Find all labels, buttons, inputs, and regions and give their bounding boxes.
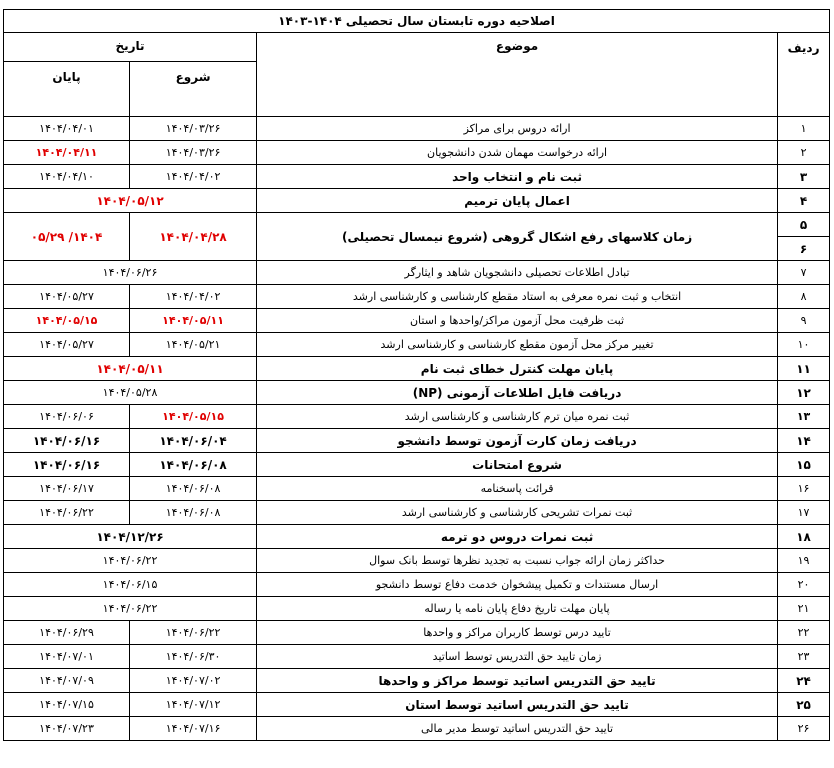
row-number: ۱۴ [778, 429, 830, 453]
row-number: ۱۹ [778, 549, 830, 573]
row-number: ۱۶ [778, 477, 830, 501]
row-date: ۱۴۰۴/۰۶/۲۲ [4, 549, 257, 573]
row-date: ۱۴۰۴/۰۵/۲۸ [4, 381, 257, 405]
table-row [4, 165, 830, 189]
table-row [4, 309, 830, 333]
header-row [4, 33, 830, 62]
row-end-date: ۱۴۰۴/۰۵/۲۷ [4, 333, 130, 357]
row-date: ۱۴۰۴/۰۵/۱۲ [4, 189, 257, 213]
table-title: اصلاحیه دوره تابستان سال تحصیلی ۱۴۰۴-۱۴۰۳ [4, 10, 830, 33]
row-start-date: ۱۴۰۴/۰۵/۱۱ [130, 309, 257, 333]
row-start-date: ۱۴۰۴/۰۴/۲۸ [130, 213, 257, 261]
row-start-date: ۱۴۰۴/۰۵/۱۵ [130, 405, 257, 429]
row-start-date: ۱۴۰۴/۰۳/۲۶ [130, 117, 257, 141]
row-start-date: ۱۴۰۴/۰۶/۳۰ [130, 645, 257, 669]
table-row [4, 549, 830, 573]
row-number: ۶ [778, 237, 830, 261]
row-topic: پایان مهلت کنترل خطای ثبت نام [257, 357, 778, 381]
table-row [4, 453, 830, 477]
row-number: ۳ [778, 165, 830, 189]
row-number: ۲۴ [778, 669, 830, 693]
row-start-date: ۱۴۰۴/۰۵/۲۱ [130, 333, 257, 357]
row-number: ۱ [778, 117, 830, 141]
table-row [4, 357, 830, 381]
row-start-date: ۱۴۰۴/۰۶/۰۸ [130, 477, 257, 501]
row-end-date: ۱۴۰۴/۰۷/۰۱ [4, 645, 130, 669]
row-number: ۱۳ [778, 405, 830, 429]
row-topic: ثبت نمرات دروس دو ترمه [257, 525, 778, 549]
row-topic: تایید درس توسط کاربران مراکز و واحدها [257, 621, 778, 645]
row-end-date: ۱۴۰۴/۰۶/۰۶ [4, 405, 130, 429]
row-start-date: ۱۴۰۴/۰۳/۲۶ [130, 141, 257, 165]
row-topic: انتخاب و ثبت نمره معرفی به استاد مقطع کارشناسی و کارشناسی ارشد [257, 285, 778, 309]
row-number: ۱۱ [778, 357, 830, 381]
row-end-date: ۱۴۰۴/۰۵/۲۷ [4, 285, 130, 309]
row-start-date: ۱۴۰۴/۰۶/۰۴ [130, 429, 257, 453]
row-date: ۱۴۰۴/۱۲/۲۶ [4, 525, 257, 549]
row-topic: تایید حق التدریس اساتید توسط مراکز و واحدها [257, 669, 778, 693]
row-topic: حداکثر زمان ارائه جواب نسبت به تجدید نظرها توسط بانک سوال [257, 549, 778, 573]
table-row [4, 117, 830, 141]
table-row [4, 717, 830, 741]
row-topic: زمان تایید حق التدریس توسط اساتید [257, 645, 778, 669]
row-topic: ثبت نمره میان ترم کارشناسی و کارشناسی ارشد [257, 405, 778, 429]
row-topic: ارائه درخواست مهمان شدن دانشجویان [257, 141, 778, 165]
table-row [4, 645, 830, 669]
row-number: ۱۲ [778, 381, 830, 405]
row-topic: ارائه دروس برای مراکز [257, 117, 778, 141]
row-number: ۴ [778, 189, 830, 213]
table-row [4, 285, 830, 309]
row-topic: ثبت نام و انتخاب واحد [257, 165, 778, 189]
row-number: ۱۰ [778, 333, 830, 357]
row-topic: ثبت نمرات تشریحی کارشناسی و کارشناسی ارشد [257, 501, 778, 525]
row-start-date: ۱۴۰۴/۰۴/۰۲ [130, 165, 257, 189]
academic-calendar-table [3, 9, 830, 741]
table-row [4, 213, 830, 237]
row-end-date: ۱۴۰۴/۰۵/۱۵ [4, 309, 130, 333]
table-row [4, 429, 830, 453]
row-topic: ارسال مستندات و تکمیل پیشخوان خدمت دفاع توسط دانشجو [257, 573, 778, 597]
row-end-date: ۱۴۰۴/۰۶/۲۹ [4, 621, 130, 645]
row-end-date: ۱۴۰۴/۰۶/۱۶ [4, 453, 130, 477]
table-row [4, 189, 830, 213]
row-end-date: ۱۴۰۴/۰۴/۰۱ [4, 117, 130, 141]
row-start-date: ۱۴۰۴/۰۷/۰۲ [130, 669, 257, 693]
row-number: ۸ [778, 285, 830, 309]
table-row [4, 261, 830, 285]
row-topic: شروع امتحانات [257, 453, 778, 477]
end-header: پایان [4, 62, 130, 117]
row-end-date: ۱۴۰۴/۰۷/۲۳ [4, 717, 130, 741]
table-row [4, 405, 830, 429]
row-number: ۲ [778, 141, 830, 165]
table-row [4, 141, 830, 165]
row-end-date: ۱۴۰۴/ ۰۵/۲۹ [4, 213, 130, 261]
row-end-date: ۱۴۰۴/۰۷/۰۹ [4, 669, 130, 693]
row-topic: تایید حق التدریس اساتید توسط استان [257, 693, 778, 717]
row-number: ۲۲ [778, 621, 830, 645]
row-start-date: ۱۴۰۴/۰۶/۰۸ [130, 501, 257, 525]
table-row [4, 333, 830, 357]
row-topic: تغییر مرکز محل آزمون مقطع کارشناسی و کارشناسی ارشد [257, 333, 778, 357]
row-number: ۵ [778, 213, 830, 237]
table-row [4, 477, 830, 501]
table-row [4, 573, 830, 597]
row-start-date: ۱۴۰۴/۰۷/۱۶ [130, 717, 257, 741]
row-date: ۱۴۰۴/۰۶/۲۲ [4, 597, 257, 621]
row-topic: تبادل اطلاعات تحصیلی دانشجویان شاهد و ایثارگر [257, 261, 778, 285]
row-end-date: ۱۴۰۴/۰۶/۱۷ [4, 477, 130, 501]
row-end-date: ۱۴۰۴/۰۴/۱۰ [4, 165, 130, 189]
table-row [4, 597, 830, 621]
row-start-date: ۱۴۰۴/۰۴/۰۲ [130, 285, 257, 309]
row-number: ۲۰ [778, 573, 830, 597]
row-date: ۱۴۰۴/۰۶/۲۶ [4, 261, 257, 285]
row-number: ۹ [778, 309, 830, 333]
row-topic: دریافت زمان کارت آزمون توسط دانشجو [257, 429, 778, 453]
row-start-date: ۱۴۰۴/۰۶/۲۲ [130, 621, 257, 645]
row-number-header: ردیف [778, 33, 830, 117]
row-topic: قرائت پاسخنامه [257, 477, 778, 501]
row-start-date: ۱۴۰۴/۰۶/۰۸ [130, 453, 257, 477]
row-topic: ثبت ظرفیت محل آزمون مراکز/واحدها و استان [257, 309, 778, 333]
title-row [4, 10, 830, 33]
table-row [4, 693, 830, 717]
row-end-date: ۱۴۰۴/۰۶/۲۲ [4, 501, 130, 525]
table-row [4, 669, 830, 693]
row-topic: دریافت فایل اطلاعات آزمونی (NP) [257, 381, 778, 405]
row-topic: اعمال پایان ترمیم [257, 189, 778, 213]
row-number: ۲۶ [778, 717, 830, 741]
row-number: ۷ [778, 261, 830, 285]
row-number: ۲۵ [778, 693, 830, 717]
row-number: ۲۳ [778, 645, 830, 669]
row-number: ۱۷ [778, 501, 830, 525]
row-topic: پایان مهلت تاریخ دفاع پایان نامه یا رساله [257, 597, 778, 621]
row-number: ۲۱ [778, 597, 830, 621]
start-header: شروع [130, 62, 257, 117]
row-end-date: ۱۴۰۴/۰۷/۱۵ [4, 693, 130, 717]
row-date: ۱۴۰۴/۰۶/۱۵ [4, 573, 257, 597]
table-row [4, 501, 830, 525]
row-number: ۱۵ [778, 453, 830, 477]
row-end-date: ۱۴۰۴/۰۴/۱۱ [4, 141, 130, 165]
row-topic: تایید حق التدریس اساتید توسط مدیر مالی [257, 717, 778, 741]
table-row [4, 525, 830, 549]
row-start-date: ۱۴۰۴/۰۷/۱۲ [130, 693, 257, 717]
date-header: تاریخ [4, 33, 257, 62]
table-row [4, 381, 830, 405]
topic-header: موضوع [257, 33, 778, 117]
row-date: ۱۴۰۴/۰۵/۱۱ [4, 357, 257, 381]
row-end-date: ۱۴۰۴/۰۶/۱۶ [4, 429, 130, 453]
row-topic: زمان کلاسهای رفع اشکال گروهی (شروع نیمسال تحصیلی) [257, 213, 778, 261]
table-row [4, 621, 830, 645]
row-number: ۱۸ [778, 525, 830, 549]
